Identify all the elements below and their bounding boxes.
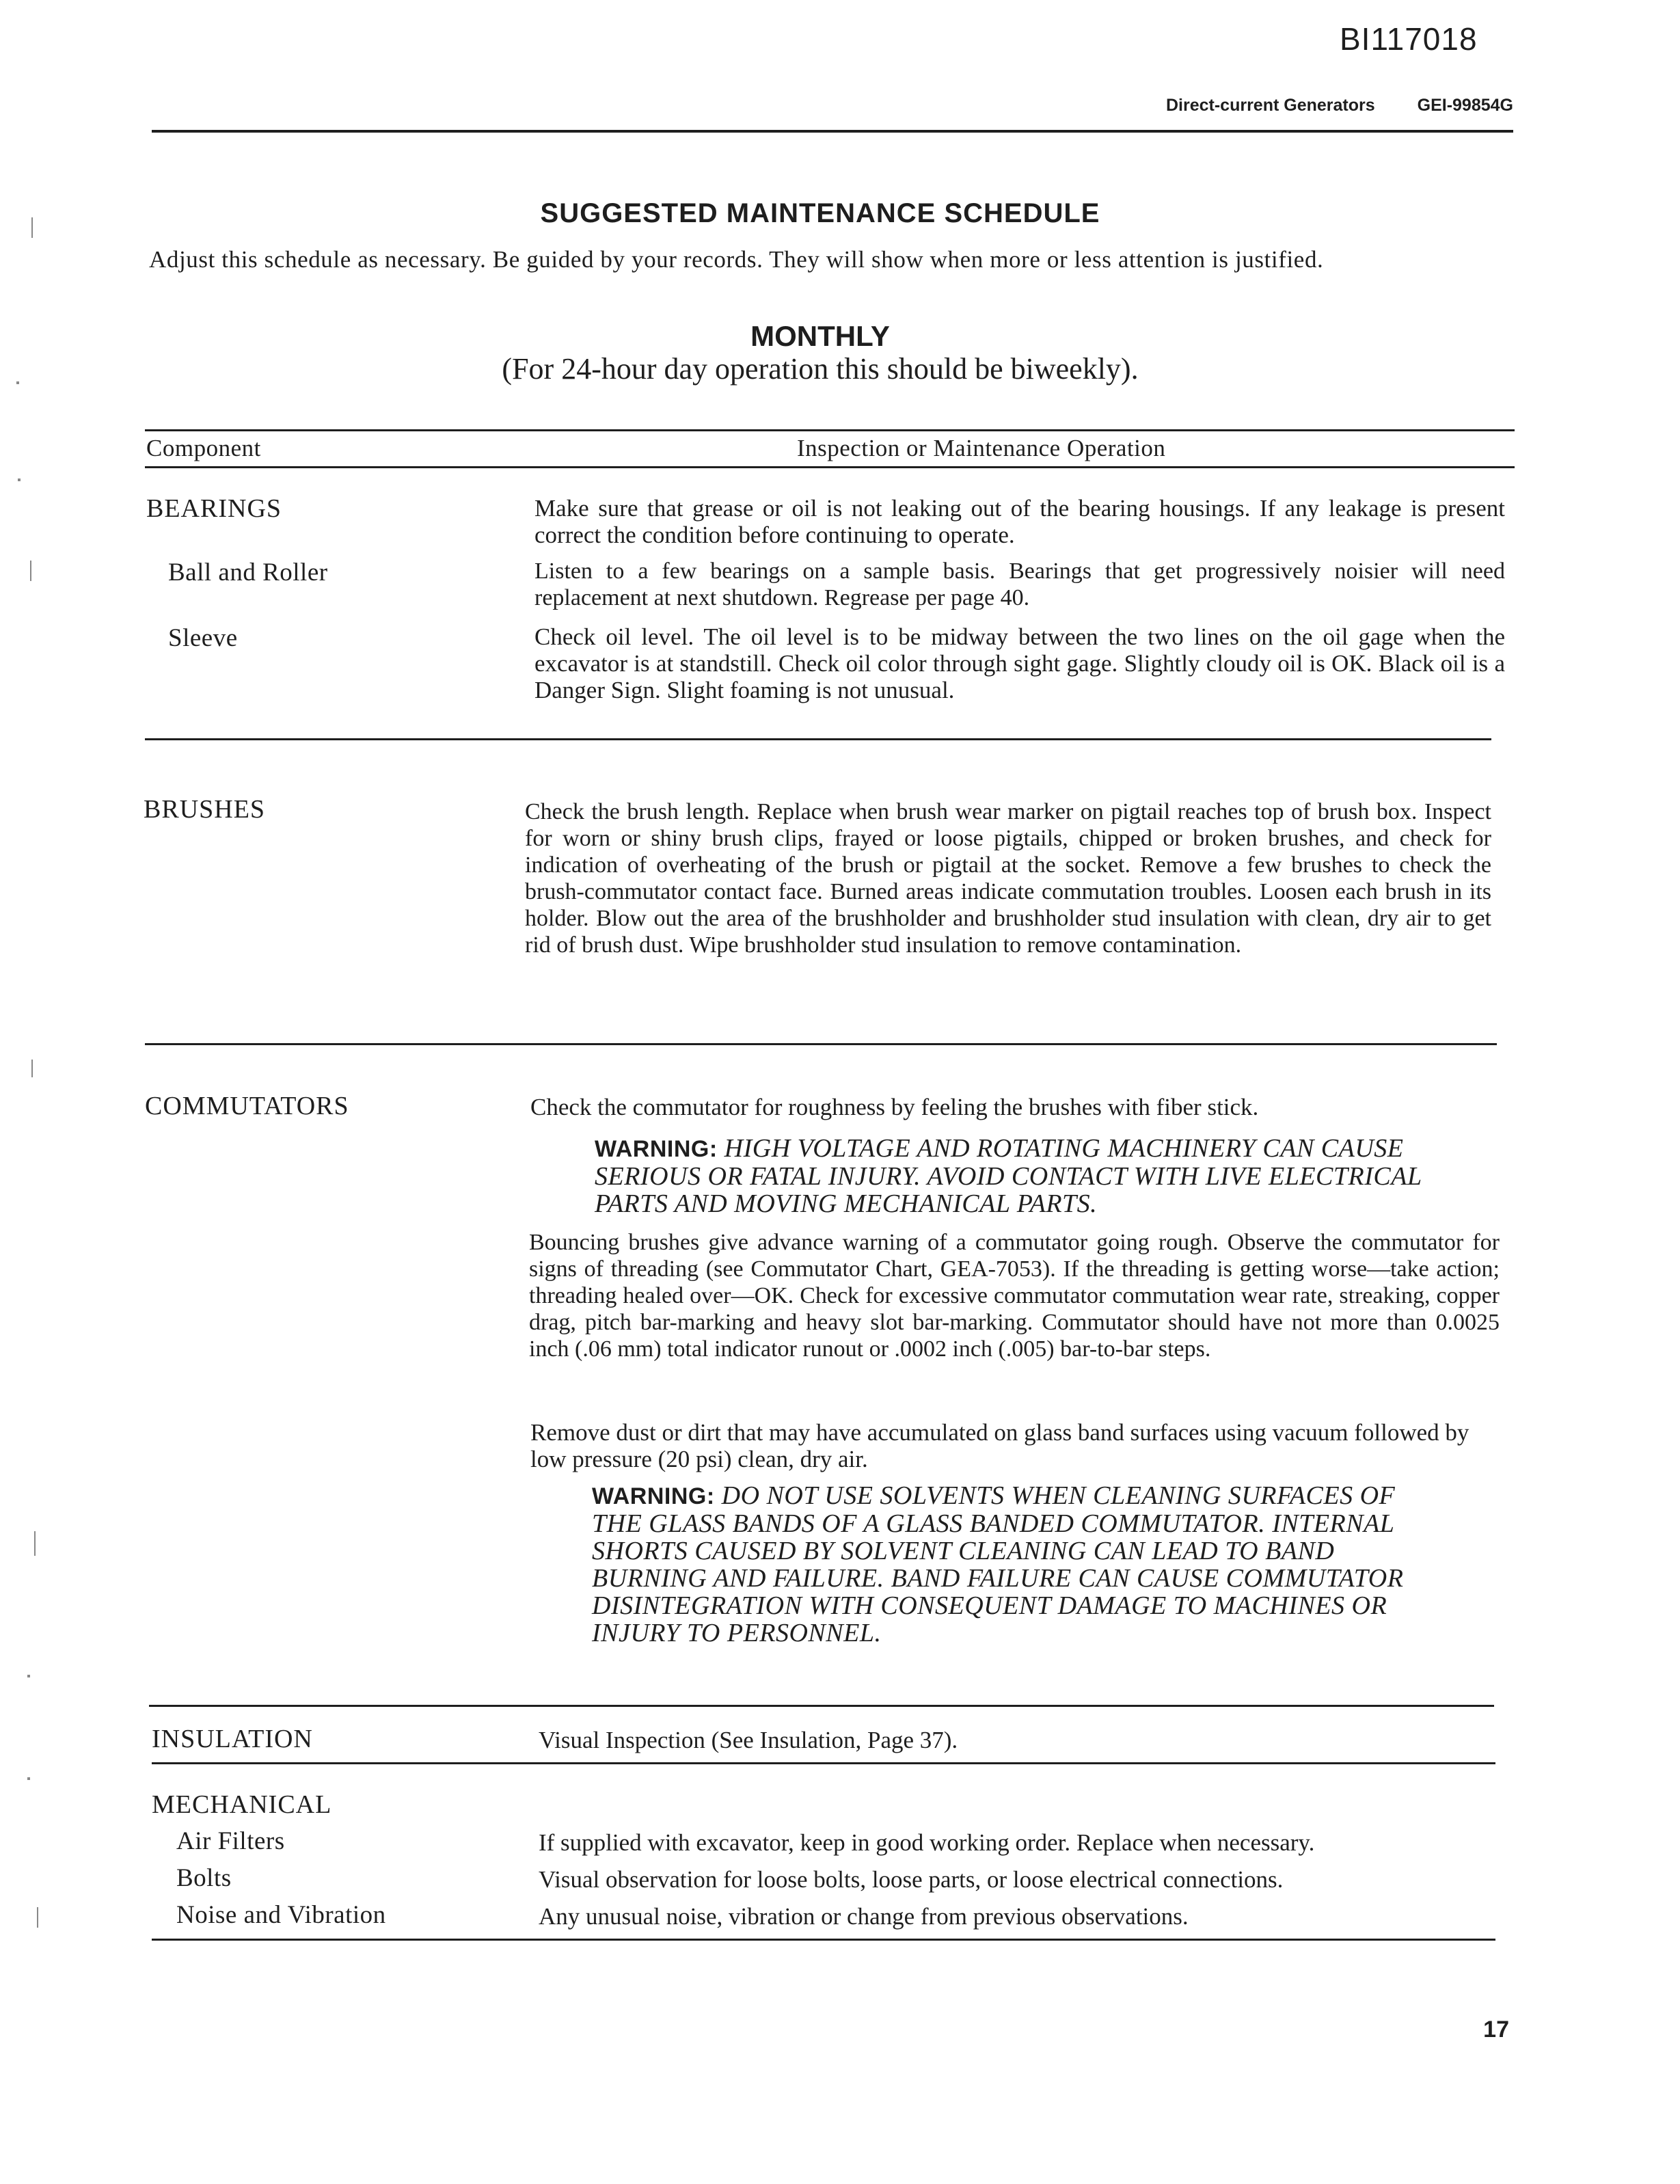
header-doc-number: GEI-99854G [1417,96,1513,115]
component-commutators: COMMUTATORS [145,1092,349,1120]
subcomponent-ball-and-roller: Ball and Roller [168,558,328,587]
section-rule [145,738,1491,740]
header-rule [152,130,1513,133]
component-bearings: BEARINGS [146,494,282,523]
commutator-check-text: Check the commutator for roughness by feeling the brushes with fiber stick. [530,1094,1259,1120]
subcomponent-air-filters: Air Filters [176,1827,285,1855]
section-rule [149,1705,1494,1707]
scan-mark [30,561,31,581]
bolts-text: Visual observation for loose bolts, loose parts, or loose electrical connections. [539,1866,1284,1893]
brushes-text: Check the brush length. Replace when brush wear marker on pigtail reaches top of brush box. Inspect for worn or shiny brush clips, frayed or loose pigtails, chipped or broken brushes, and check for indication of overheating of the brush or pigtail at the socket. Remove a few brushes to check the brush-commutator contact face. Burned areas indicate commutation troubles. Loosen each brush in its holder. Blow out the area of the brushholder and brushholder stud insulation with clean, dry air to get rid of brush dust. Wipe brushholder stud insulation to remove contamination. [525,799,1491,958]
section-rule [152,1762,1495,1764]
column-header-operation: Inspection or Maintenance Operation [797,435,1166,461]
intro-text: Adjust this schedule as necessary. Be guided by your records. They will show when more or less attention is justified. [149,246,1324,273]
section-note: (For 24-hour day operation this should be biweekly). [502,352,1139,386]
running-header [1166,96,1513,116]
page-title: SUGGESTED MAINTENANCE SCHEDULE [540,198,1100,228]
bearings-general-text: Make sure that grease or oil is not leaking out of the bearing housings. If any leakage is present correct the condition before continuing to operate. [534,495,1505,548]
warning-text: DO NOT USE SOLVENTS WHEN CLEANING SURFACES OF THE GLASS BANDS OF A GLASS BANDED COMMUTATOR. INTERNAL SHORTS CAUSED BY SOLVENT CLEANING CAN LEAD TO BAND BURNING AND FAILURE. BAND FAILURE CAN CAUSE COMMUTATOR DISINTEGRATION WITH CONSEQUENT DAMAGE TO MACHINES OR INJURY TO PERSONNEL. [592,1481,1404,1647]
scan-mark [37,1907,38,1928]
component-brushes: BRUSHES [144,795,266,824]
subcomponent-noise-and-vibration: Noise and Vibration [176,1901,386,1929]
ball-and-roller-text: Listen to a few bearings on a sample basis. Bearings that get progressively noisier will need replacement at next shutdown. Regrease per page 40. [534,558,1505,610]
component-mechanical: MECHANICAL [152,1790,332,1819]
scan-mark [31,1060,33,1077]
table-bottom-rule [152,1939,1495,1941]
warning-text: HIGH VOLTAGE AND ROTATING MACHINERY CAN CAUSE SERIOUS OR FATAL INJURY. AVOID CONTACT WITH LIVE ELECTRICAL PARTS AND MOVING MECHANICAL PARTS. [595,1134,1422,1218]
warning-label: WARNING: [592,1483,715,1509]
column-header-component: Component [146,435,261,461]
section-rule [145,1043,1497,1045]
header-subject: Direct-current Generators [1165,96,1375,115]
scan-mark [18,478,21,481]
dust-removal-text: Remove dust or dirt that may have accumulated on glass band surfaces using vacuum followed by low pressure (20 psi) clean, dry air. [530,1419,1469,1472]
noise-and-vibration-text: Any unusual noise, vibration or change from previous observations. [539,1903,1189,1930]
warning-label: WARNING: [595,1136,718,1162]
table-header-rule [145,466,1515,468]
subcomponent-sleeve: Sleeve [168,624,238,652]
insulation-text: Visual Inspection (See Insulation, Page 37). [539,1727,958,1753]
scan-mark [27,1675,30,1677]
sleeve-text: Check oil level. The oil level is to be midway between the two lines on the oil gage when the excavator is at standstill. Check oil color through sight gage. Slightly cloudy oil is OK. Black oil is a Danger Sign. Slight foaming is not unusual. [534,623,1505,703]
scan-mark [34,1531,36,1556]
document-id: BI117018 [1340,21,1478,57]
air-filters-text: If supplied with excavator, keep in good working order. Replace when necessary. [539,1829,1315,1856]
subcomponent-bolts: Bolts [176,1864,232,1892]
scan-mark [27,1777,30,1780]
component-insulation: INSULATION [152,1725,313,1753]
warning-solvents [592,1482,1446,1647]
warning-high-voltage [595,1135,1435,1217]
page-number: 17 [1483,2017,1509,2043]
table-top-rule [145,429,1515,431]
bouncing-brushes-text: Bouncing brushes give advance warning of a commutator going rough. Observe the commutator for signs of threading (see Commutator Chart, GEA-7053). If the threading is getting worse—take action; threading healed over—OK. Check for excessive commutator commutation wear rate, streaking, copper drag, pitch bar-marking and heavy slot bar-marking. Commutator should have not more than 0.0025 inch (.06 mm) total indicator runout or .0002 inch (.005) bar-to-bar steps. [529,1230,1500,1362]
section-title: MONTHLY [750,320,890,352]
